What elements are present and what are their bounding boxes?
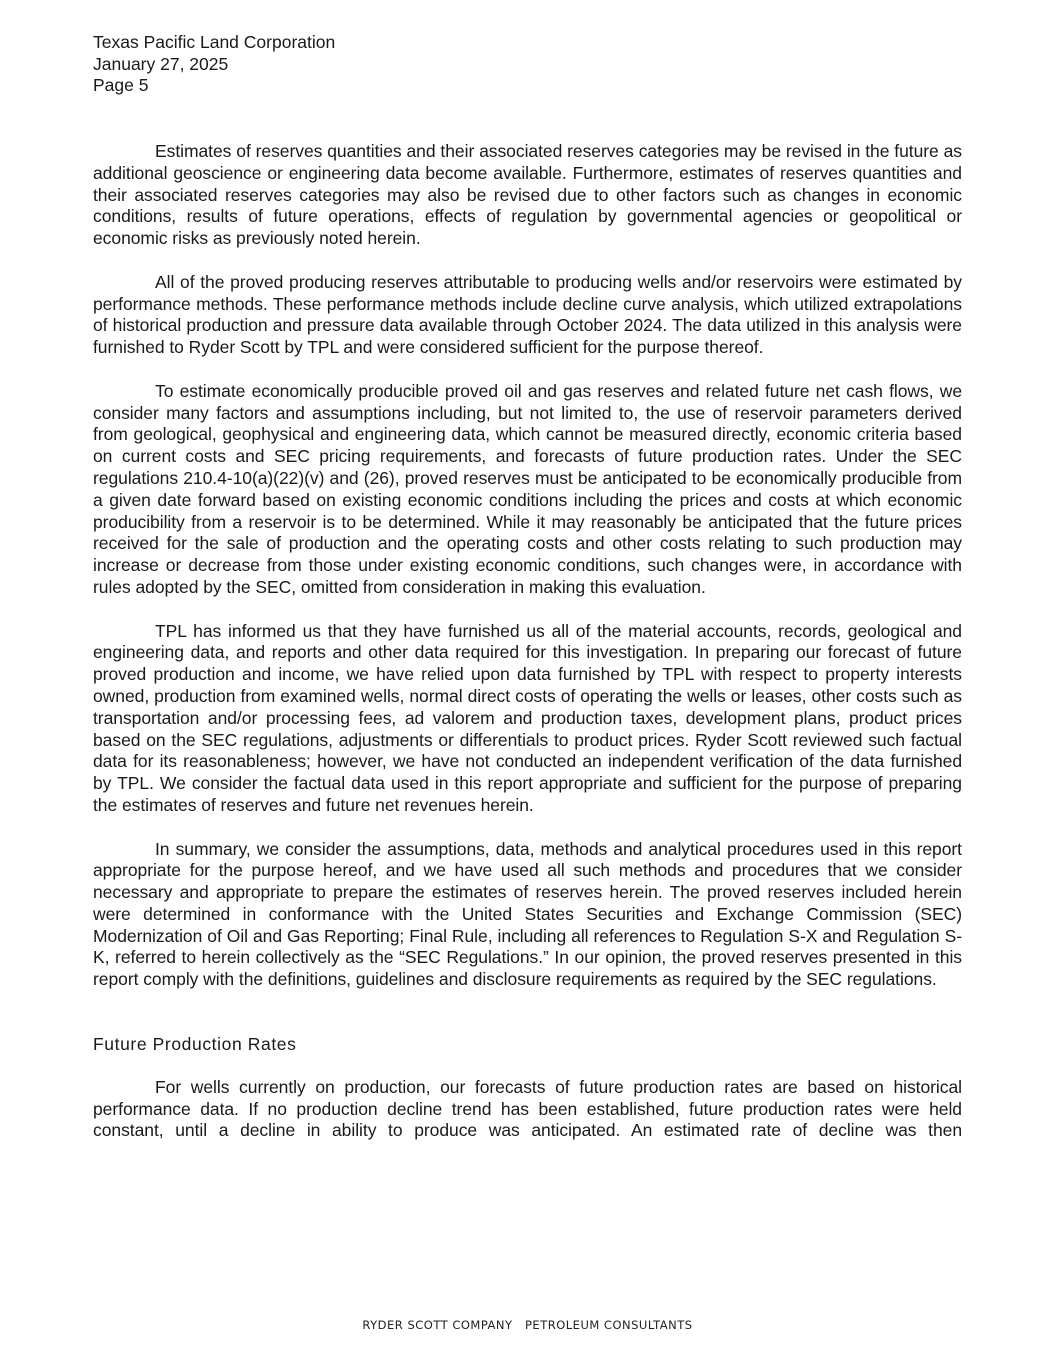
document-body — [93, 141, 962, 1164]
paragraph-performance-methods: All of the proved producing reserves attributable to producing wells and/or reservoirs were estimated by performance methods. These performance methods include decline curve analysis, which utilized extrapolations of historical production and pressure data available through October 2024. The data utilized in this analysis were furnished to Ryder Scott by TPL and were considered sufficient for the purpose thereof. — [93, 271, 962, 358]
section-heading-future-production-rates: Future Production Rates — [93, 1034, 297, 1055]
paragraph-reserves-revision: Estimates of reserves quantities and their associated reserves categories may be revised in the future as additional geoscience or engineering data become available. Furthermore, estimates of reserves quantities and their associated reserves categories may also be revised due to other factors such as changes in economic conditions, results of future operations, effects of regulation by governmental agencies or geopolitical or economic risks as previously noted herein. — [93, 141, 962, 249]
paragraph-summary: In summary, we consider the assumptions, data, methods and analytical procedures used in this report appropriate for the purpose hereof, and we have used all such methods and procedures that we consider necessary and appropriate to prepare the estimates of reserves herein. The proved reserves included herein were determined in conformance with the United States Securities and Exchange Commission (SEC) Modernization of Oil and Gas Reporting; Final Rule, including all references to Regulation S-X and Regulation S-K, referred to herein collectively as the “SEC Regulations.” In our opinion, the proved reserves presented in this report comply with the definitions, guidelines and disclosure requirements as required by the SEC regulations. — [93, 838, 962, 990]
page-footer: RYDER SCOTT COMPANY PETROLEUM CONSULTANTS — [362, 1318, 693, 1332]
paragraph-data-furnished: TPL has informed us that they have furnished us all of the material accounts, records, geological and engineering data, and reports and other data required for this investigation. In preparing our forecast of future proved production and income, we have relied upon data furnished by TPL with respect to property interests owned, production from examined wells, normal direct costs of operating the wells or leases, other costs such as transportation and/or processing fees, ad valorem and production taxes, development plans, product prices based on the SEC regulations, adjustments or differentials to product prices. Ryder Scott reviewed such factual data for its reasonableness; however, we have not conducted an independent verification of the data furnished by TPL. We consider the factual data used in this report appropriate and sufficient for the purpose of preparing the estimates of reserves and future net revenues herein. — [93, 620, 962, 815]
paragraph-economic-producibility: To estimate economically producible proved oil and gas reserves and related future net cash flows, we consider many factors and assumptions including, but not limited to, the use of reservoir parameters derived from geological, geophysical and engineering data, which cannot be measured directly, economic criteria based on current costs and SEC pricing requirements, and forecasts of future production rates. Under the SEC regulations 210.4-10(a)(22)(v) and (26), proved reserves must be anticipated to be economically producible from a given date forward based on existing economic conditions including the prices and costs at which economic producibility from a reservoir is to be determined. While it may reasonably be anticipated that the future prices received for the sale of production and the operating costs and other costs relating to such production may increase or decrease from those under existing economic conditions, such changes were, in accordance with rules adopted by the SEC, omitted from consideration in making this evaluation. — [93, 380, 962, 597]
header-date: January 27, 2025 — [93, 53, 229, 74]
header-company: Texas Pacific Land Corporation — [93, 32, 336, 52]
paragraph-future-production: For wells currently on production, our forecasts of future production rates are based on historical performance data. If no production decline trend has been established, future production rates were held constant, until a decline in ability to produce was anticipated. An estimated rate of decline was then — [93, 1076, 962, 1141]
letter-header — [93, 32, 335, 97]
header-page-number: Page 5 — [93, 75, 149, 95]
